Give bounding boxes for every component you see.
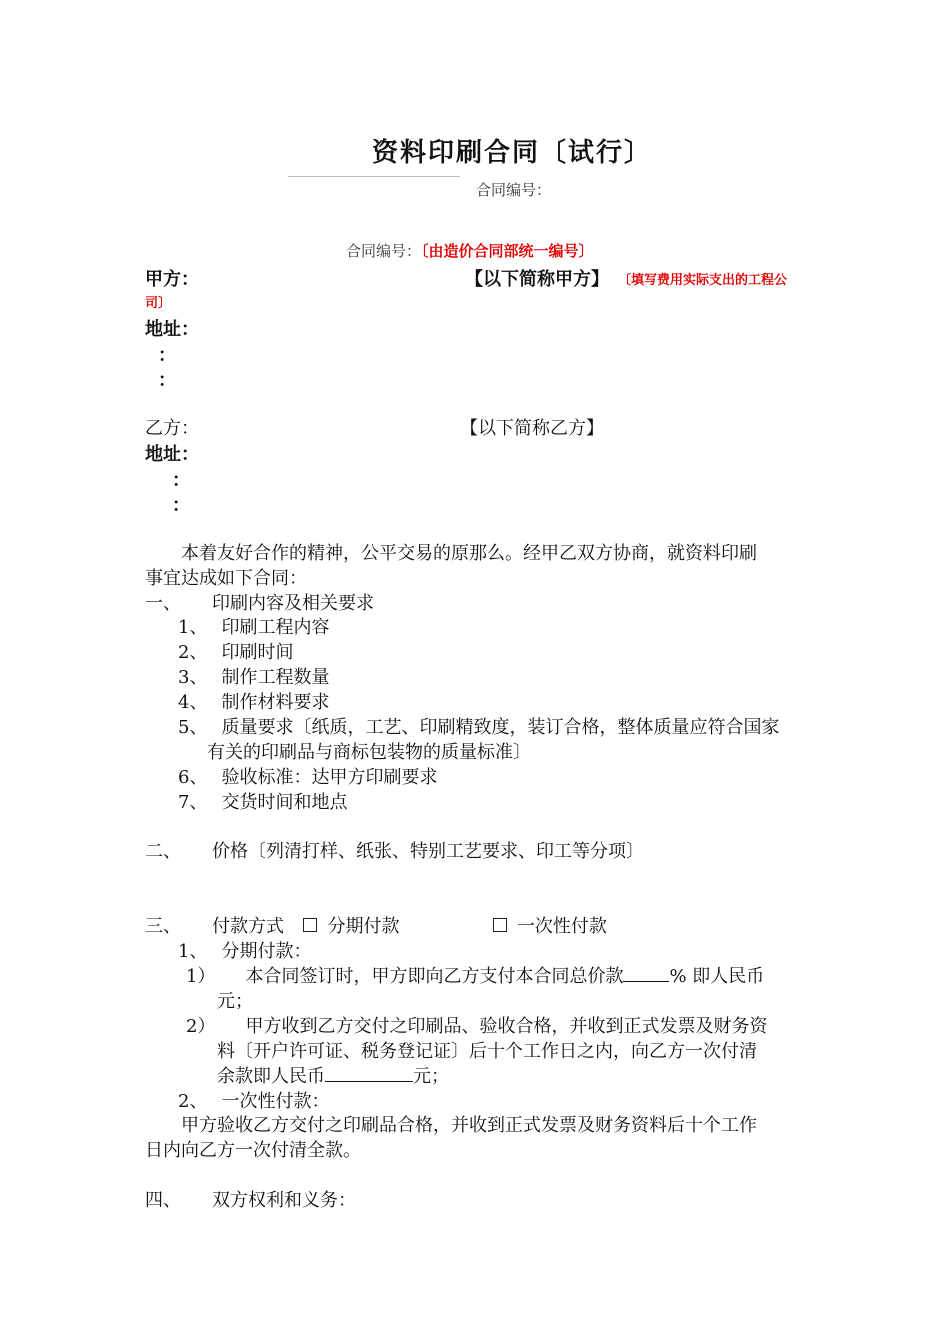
section-3-number: 三、 — [145, 916, 181, 937]
sub-item-installment — [178, 937, 311, 963]
party-a-alias: 【以下简称甲方】 — [465, 269, 609, 290]
installment-clause-2-line-3 — [217, 1062, 449, 1088]
installment-option-label: 分期付款 — [327, 916, 400, 937]
sub-item-number: 2、 — [178, 1091, 208, 1112]
list-item — [178, 638, 293, 664]
contract-number-label: 合同编号： — [346, 242, 422, 260]
sub-item-text: 一次性付款： — [221, 1091, 330, 1112]
party-a-colon-2: ： — [158, 370, 176, 391]
list-item-text: 验收标准：达甲方印刷要求 — [221, 767, 438, 788]
sub-item-number: 1、 — [178, 941, 208, 962]
list-item-text: 印刷工程内容 — [221, 617, 330, 638]
installment-clause-1-cont: 元； — [217, 991, 253, 1012]
sub-item-lump-sum — [178, 1087, 329, 1113]
list-item-number: 6、 — [178, 767, 208, 788]
lump-sum-checkbox[interactable] — [493, 918, 507, 932]
clause-text: 元； — [413, 1066, 449, 1087]
section-1-title: 印刷内容及相关要求 — [212, 593, 374, 614]
party-a-note: 〔填写费用实际支出的工程公 — [618, 273, 788, 288]
percent-blank[interactable] — [623, 963, 669, 982]
list-item — [178, 688, 329, 714]
list-item-number: 2、 — [178, 642, 208, 663]
party-a-colon-1: ： — [158, 345, 176, 366]
party-a-note-cont: 司〕 — [145, 296, 172, 311]
party-a-label: 甲方： — [145, 269, 199, 290]
document-title: 资料印刷合同〔试行〕 — [372, 138, 653, 168]
intro-line-2: 事宜达成如下合同： — [145, 568, 307, 589]
lump-sum-option-label: 一次性付款 — [516, 916, 607, 937]
clause-text: 余款即人民币 — [217, 1066, 325, 1087]
party-b-alias: 【以下简称乙方】 — [460, 418, 604, 439]
party-b-colon-2: ： — [172, 495, 190, 516]
clause-text: 本合同签订时，甲方即向乙方支付本合同总价款 — [245, 966, 624, 987]
list-item-number: 4、 — [178, 692, 208, 713]
party-b-address-label: 地址： — [145, 444, 199, 465]
list-item — [178, 613, 329, 639]
installment-clause-2 — [186, 1012, 767, 1038]
payment-method-row — [212, 912, 607, 938]
intro-line-1: 本着友好合作的精神，公平交易的原那么。经甲乙双方协商，就资料印刷 — [181, 543, 757, 564]
section-4-title: 双方权利和义务： — [212, 1190, 356, 1211]
section-2-title: 价格〔列清打样、纸张、特别工艺要求、印工等分项〕 — [212, 841, 644, 862]
list-item-text: 制作工程数量 — [221, 667, 330, 688]
section-2-number: 二、 — [145, 841, 181, 862]
list-item-number: 5、 — [178, 717, 208, 738]
contract-number-row — [346, 240, 594, 261]
contract-number-label-top: 合同编号： — [476, 181, 552, 199]
list-item-number: 7、 — [178, 792, 208, 813]
section-4-number: 四、 — [145, 1190, 181, 1211]
party-a-address-label: 地址： — [145, 319, 199, 340]
installment-clause-2-line-2: 料〔开户许可证、税务登记证〕后十个工作日之内，向乙方一次付清 — [217, 1041, 757, 1062]
title-divider — [288, 176, 460, 177]
clause-text: % 即人民币 — [669, 966, 765, 987]
list-item — [178, 663, 329, 689]
clause-number: 2） — [186, 1016, 216, 1037]
clause-number: 1） — [186, 966, 216, 987]
sub-item-text: 分期付款： — [221, 941, 312, 962]
section-1-number: 一、 — [145, 593, 181, 614]
list-item-text: 质量要求〔纸质，工艺、印刷精致度，装订合格，整体质量应符合国家 — [221, 717, 780, 738]
lump-sum-line-2: 日内向乙方一次付清全款。 — [145, 1140, 361, 1161]
lump-sum-line-1: 甲方验收乙方交付之印刷品合格，并收到正式发票及财务资料后十个工作 — [181, 1115, 757, 1136]
contract-number-note: 〔由造价合同部统一编号〕 — [421, 242, 594, 260]
installment-clause-1 — [186, 962, 764, 988]
list-item — [178, 763, 437, 789]
list-item-text: 制作材料要求 — [221, 692, 330, 713]
list-item — [178, 713, 779, 739]
amount-blank[interactable] — [325, 1063, 413, 1082]
clause-text: 甲方收到乙方交付之印刷品、验收合格，并收到正式发票及财务资 — [245, 1016, 768, 1037]
party-b-label: 乙方： — [145, 418, 199, 439]
section-3-title: 付款方式 — [212, 916, 284, 937]
list-item-text: 交货时间和地点 — [221, 792, 348, 813]
list-item-number: 1、 — [178, 617, 208, 638]
list-item-number: 3、 — [178, 667, 208, 688]
party-b-colon-1: ： — [172, 470, 190, 491]
list-item-5-continuation: 有关的印刷品与商标包装物的质量标准〕 — [207, 742, 531, 763]
list-item — [178, 788, 347, 814]
installment-checkbox[interactable] — [303, 918, 317, 932]
list-item-text: 印刷时间 — [221, 642, 294, 663]
